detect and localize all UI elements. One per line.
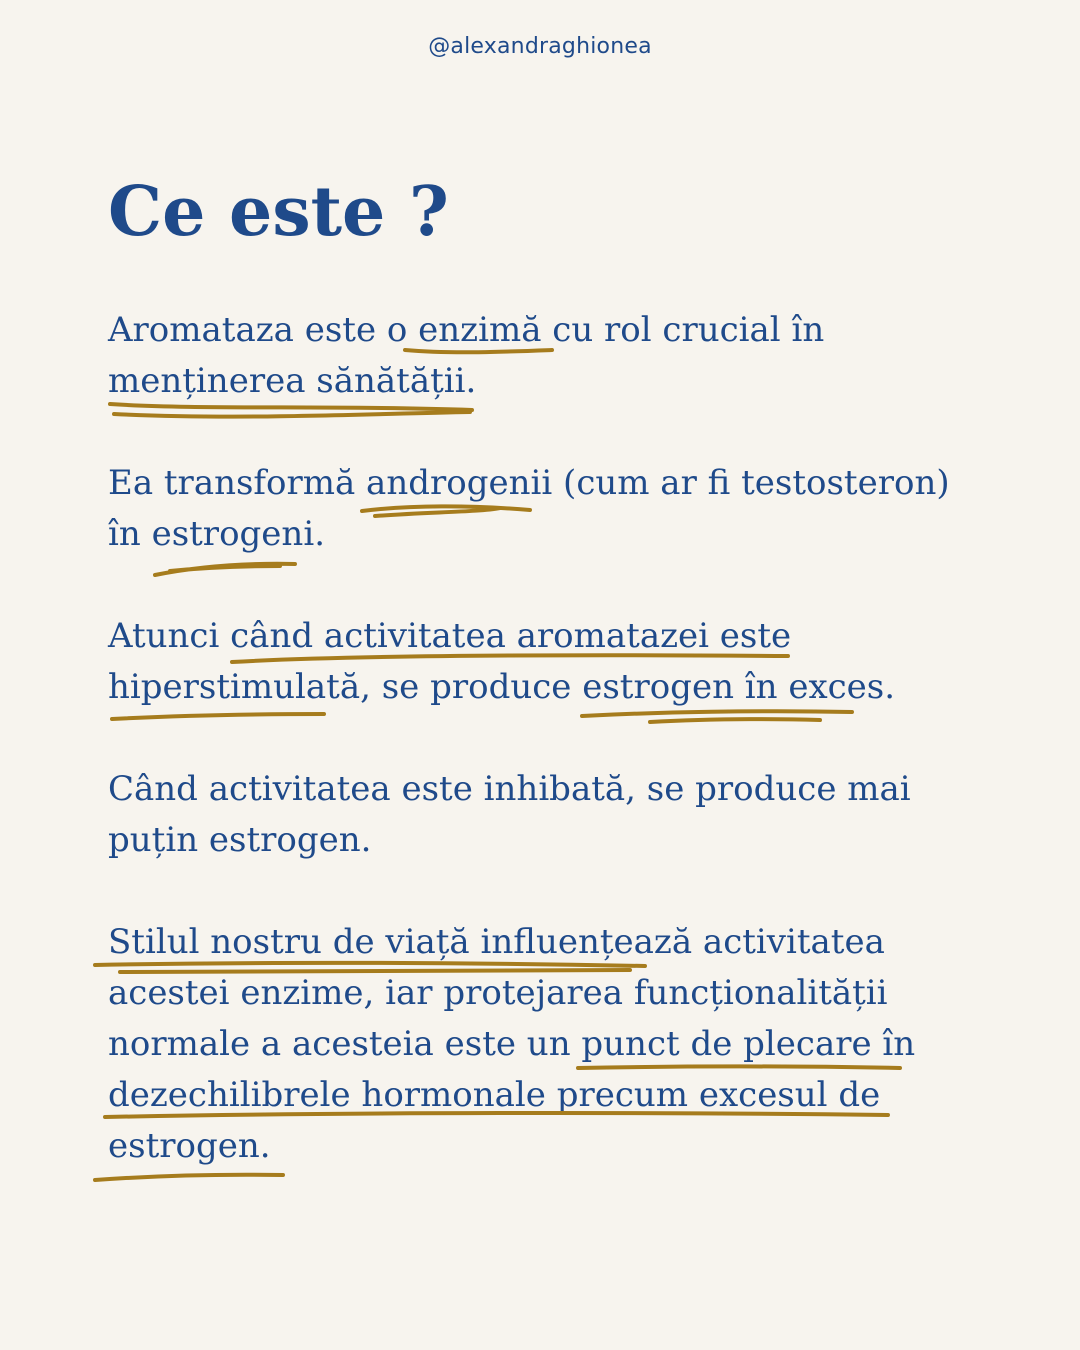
underline-hiperstimulata — [112, 714, 324, 719]
paragraph-line: hiperstimulată, se produce estrogen în exces. — [108, 667, 896, 707]
paragraph-line: acestei enzime, iar protejarea funcționalității — [108, 973, 888, 1013]
paragraph-line: Ea transformă androgenii (cum ar fi testosteron) — [108, 463, 950, 503]
paragraph-line: normale a acesteia este un punct de plecare în — [108, 1024, 916, 1064]
paragraph-lifestyle — [108, 917, 968, 1172]
account-handle: @alexandraghionea — [428, 34, 652, 59]
paragraph-inhibition — [108, 764, 968, 866]
paragraph-hyperstimulation — [108, 611, 968, 713]
paragraph-definition — [108, 305, 968, 407]
underline-estrogen-final — [95, 1175, 283, 1180]
paragraph-line: dezechilibrele hormonale precum excesul de — [108, 1075, 881, 1115]
paragraph-transformation — [108, 458, 968, 560]
paragraph-line: estrogen. — [108, 1126, 271, 1166]
paragraph-line: în estrogeni. — [108, 514, 325, 554]
paragraph-line: Când activitatea este inhibată, se produce mai — [108, 769, 911, 809]
underline-estrogeni — [155, 564, 295, 575]
paragraph-line: Stilul nostru de viață influențează activitatea — [108, 922, 885, 962]
page-title: Ce este ? — [108, 172, 449, 252]
paragraph-line: puțin estrogen. — [108, 820, 372, 860]
paragraph-line: Aromataza este o enzimă cu rol crucial în — [108, 310, 825, 350]
paragraph-line: Atunci când activitatea aromatazei este — [108, 616, 792, 656]
paragraph-line: menținerea sănătății. — [108, 361, 477, 401]
